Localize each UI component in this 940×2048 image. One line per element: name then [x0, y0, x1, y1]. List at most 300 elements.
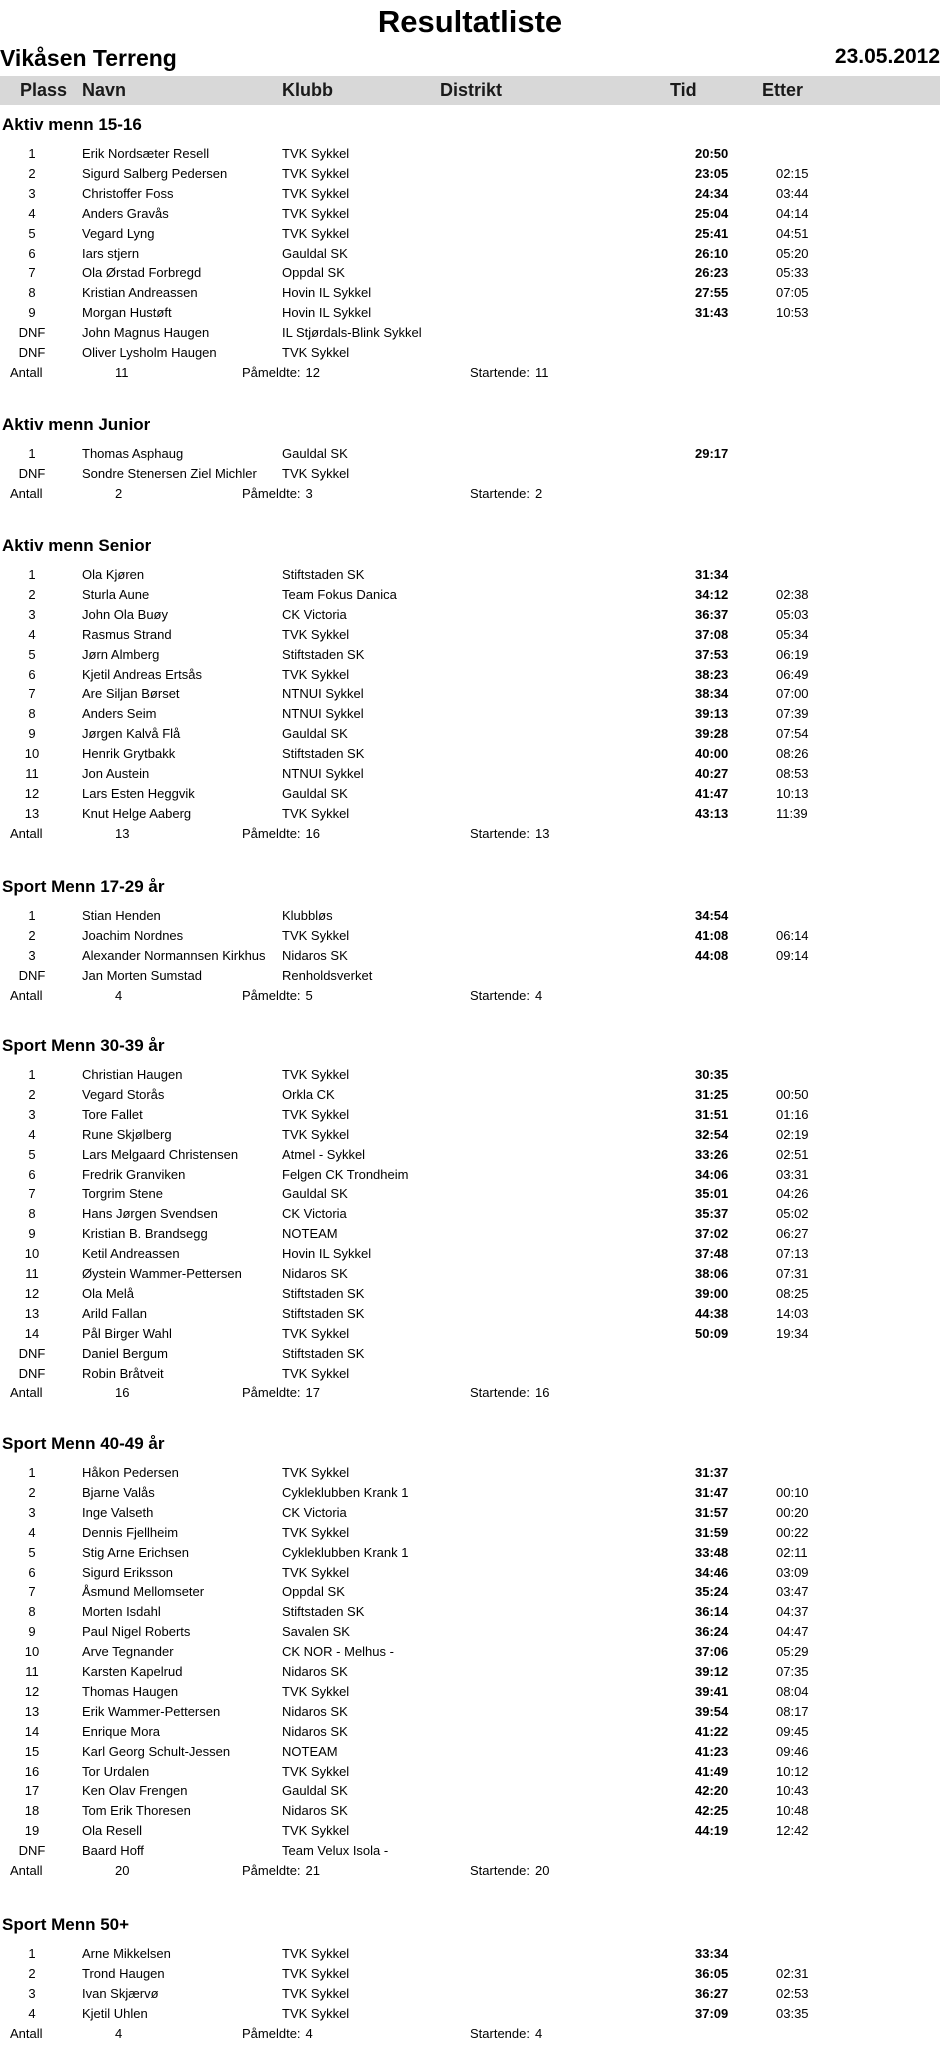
time-cell: 27:55 — [695, 285, 729, 301]
place-cell: 6 — [28, 1166, 36, 1182]
place-cell: 1 — [28, 146, 36, 161]
time-cell: 31:51 — [695, 1106, 729, 1122]
place-cell: 1 — [28, 446, 36, 461]
result-row — [0, 1266, 940, 1285]
summary-starting-value: 16 — [535, 1385, 550, 1401]
result-row — [0, 1946, 940, 1965]
section-title: Aktiv menn 15-16 — [2, 115, 142, 134]
name-cell: Karl Georg Schult-Jessen — [82, 1743, 231, 1759]
result-row — [0, 1783, 940, 1802]
club-cell: NTNUI Sykkel — [282, 686, 364, 702]
behind-cell: 05:02 — [776, 1206, 809, 1222]
club-cell: Gauldal SK — [282, 785, 348, 801]
name-cell: Lars Melgaard Christensen — [82, 1146, 239, 1162]
club-cell: Orkla CK — [282, 1086, 335, 1102]
page-title: Resultatliste — [377, 4, 563, 39]
result-row — [0, 746, 940, 765]
place-cell: 1 — [28, 1946, 36, 1961]
behind-cell: 10:12 — [776, 1763, 809, 1779]
time-cell: 42:20 — [695, 1783, 729, 1799]
summary-registered-value: 21 — [305, 1863, 321, 1878]
club-cell: Oppdal SK — [282, 265, 345, 281]
summary-count-value: 13 — [115, 825, 130, 841]
result-row — [0, 1704, 940, 1723]
time-cell: 36:37 — [695, 606, 729, 622]
result-row — [0, 607, 940, 626]
result-row — [0, 1326, 940, 1345]
time-cell: 36:05 — [695, 1965, 729, 1981]
name-cell: Lars Esten Heggvik — [82, 785, 195, 801]
behind-cell: 19:34 — [776, 1325, 809, 1341]
result-row — [0, 567, 940, 586]
place-cell: 13 — [24, 1703, 40, 1719]
time-cell: 40:27 — [695, 766, 729, 781]
name-cell: Trond Haugen — [82, 1965, 165, 1981]
club-cell: TVK Sykkel — [282, 1365, 350, 1381]
club-cell: CK Victoria — [282, 606, 347, 622]
time-cell: 32:54 — [695, 1126, 729, 1142]
club-cell: TVK Sykkel — [282, 1823, 350, 1839]
summary-starting — [470, 486, 542, 501]
club-cell: NOTEAM — [282, 1743, 338, 1759]
place-cell: 3 — [28, 1106, 36, 1122]
place-cell: 19 — [24, 1823, 40, 1839]
result-row — [0, 1505, 940, 1524]
summary-registered — [242, 1385, 320, 1400]
time-cell: 44:19 — [695, 1823, 729, 1839]
club-cell: TVK Sykkel — [282, 1465, 350, 1480]
name-cell: Kjetil Uhlen — [82, 2005, 148, 2021]
behind-cell: 09:14 — [776, 947, 809, 963]
summary-registered-label: Påmeldte: — [242, 364, 301, 380]
time-cell: 31:37 — [695, 1465, 729, 1480]
place-cell: 8 — [28, 1206, 36, 1222]
column-header-name: Navn — [82, 80, 127, 100]
section-summary — [0, 1863, 940, 1882]
club-cell: TVK Sykkel — [282, 465, 350, 481]
place-cell: 4 — [28, 205, 36, 221]
place-cell: 5 — [28, 225, 36, 241]
place-cell: 11 — [25, 766, 39, 781]
club-cell: Stiftstaden SK — [282, 1305, 365, 1321]
behind-cell: 10:48 — [776, 1803, 809, 1819]
summary-registered — [242, 1863, 320, 1878]
section-summary — [0, 988, 940, 1007]
result-row — [0, 246, 940, 265]
club-cell: TVK Sykkel — [282, 146, 350, 161]
club-cell: TVK Sykkel — [282, 626, 350, 642]
place-cell: 7 — [28, 1186, 36, 1202]
result-row — [0, 726, 940, 745]
time-cell: 37:08 — [695, 626, 729, 642]
result-row — [0, 1206, 940, 1225]
place-cell: 3 — [28, 1504, 36, 1520]
club-cell: Atmel - Sykkel — [282, 1146, 366, 1162]
place-cell: 4 — [28, 1126, 36, 1142]
behind-cell: 09:45 — [776, 1723, 809, 1739]
name-cell: Thomas Asphaug — [82, 446, 184, 461]
place-cell: DNF — [18, 345, 46, 360]
name-cell: Paul Nigel Roberts — [82, 1624, 191, 1640]
summary-starting-label: Startende: — [470, 485, 530, 501]
name-cell: Henrik Grytbakk — [82, 746, 176, 762]
result-row — [0, 325, 940, 344]
club-cell: TVK Sykkel — [282, 185, 350, 201]
summary-starting — [470, 826, 549, 841]
time-cell: 36:27 — [695, 1985, 729, 2001]
behind-cell: 05:03 — [776, 606, 809, 622]
club-cell: TVK Sykkel — [282, 1946, 350, 1961]
summary-registered-value: 12 — [305, 364, 321, 380]
club-cell: Nidaros SK — [282, 947, 348, 963]
time-cell: 39:00 — [695, 1285, 729, 1301]
result-row — [0, 226, 940, 245]
place-cell: 6 — [28, 666, 36, 682]
time-cell: 23:05 — [695, 165, 729, 181]
result-row — [0, 1644, 940, 1663]
result-row — [0, 1346, 940, 1365]
name-cell: Are Siljan Børset — [82, 686, 180, 702]
behind-cell: 00:22 — [776, 1524, 809, 1540]
time-cell: 43:13 — [695, 805, 729, 821]
result-row — [0, 1803, 940, 1822]
time-cell: 25:41 — [695, 225, 729, 241]
place-cell: 3 — [28, 1985, 36, 2001]
place-cell: 16 — [24, 1763, 40, 1779]
behind-cell: 04:14 — [776, 205, 809, 221]
behind-cell: 02:31 — [776, 1965, 809, 1981]
club-cell: TVK Sykkel — [282, 666, 350, 682]
result-row — [0, 1764, 940, 1783]
club-cell: Stiftstaden SK — [282, 567, 365, 582]
summary-count-label: Antall — [10, 2025, 43, 2041]
result-row — [0, 1465, 940, 1484]
summary-registered-label: Påmeldte: — [242, 2025, 301, 2041]
place-cell: 10 — [24, 1246, 40, 1262]
club-cell: NTNUI Sykkel — [282, 706, 364, 722]
summary-count-label: Antall — [10, 825, 43, 841]
club-cell: TVK Sykkel — [282, 1325, 350, 1341]
behind-cell: 03:35 — [776, 2005, 809, 2021]
result-row — [0, 285, 940, 304]
club-cell: NTNUI Sykkel — [282, 766, 364, 781]
summary-starting-label: Startende: — [470, 1863, 530, 1878]
name-cell: Vegard Storås — [82, 1086, 165, 1102]
behind-cell: 07:39 — [776, 706, 809, 722]
section-summary — [0, 1385, 940, 1404]
club-cell: IL Stjørdals-Blink Sykkel — [282, 325, 422, 341]
club-cell: TVK Sykkel — [282, 1763, 350, 1779]
summary-starting-value: 2 — [535, 485, 543, 501]
place-cell: 9 — [28, 1624, 36, 1640]
summary-starting-label: Startende: — [470, 364, 530, 380]
club-cell: Team Velux Isola - — [282, 1843, 389, 1859]
summary-count-label: Antall — [10, 485, 43, 501]
result-row — [0, 265, 940, 284]
time-cell: 39:28 — [695, 726, 729, 742]
time-cell: 33:34 — [695, 1946, 729, 1961]
time-cell: 44:08 — [695, 947, 729, 963]
club-cell: TVK Sykkel — [282, 205, 350, 221]
place-cell: 12 — [24, 785, 40, 801]
column-header-club: Klubb — [282, 80, 333, 100]
club-cell: Gauldal SK — [282, 446, 348, 461]
section-title: Sport Menn 50+ — [2, 1915, 130, 1934]
time-cell: 41:49 — [695, 1763, 729, 1779]
name-cell: Sturla Aune — [82, 586, 150, 602]
place-cell: 7 — [28, 265, 36, 281]
summary-count-label: Antall — [10, 364, 43, 380]
summary-registered-value: 4 — [305, 2025, 313, 2041]
club-cell: TVK Sykkel — [282, 345, 350, 360]
behind-cell: 03:31 — [776, 1166, 809, 1182]
behind-cell: 08:26 — [776, 746, 809, 762]
club-cell: Nidaros SK — [282, 1703, 348, 1719]
result-row — [0, 1966, 940, 1985]
section-title: Sport Menn 30-39 år — [2, 1036, 165, 1055]
behind-cell: 02:51 — [776, 1146, 809, 1162]
place-cell: 8 — [28, 706, 36, 722]
behind-cell: 10:13 — [776, 785, 809, 801]
section-summary — [0, 826, 940, 845]
club-cell: TVK Sykkel — [282, 1683, 350, 1699]
summary-count-label: Antall — [10, 1385, 43, 1401]
summary-registered-label: Påmeldte: — [242, 987, 301, 1003]
time-cell: 38:34 — [695, 686, 729, 702]
time-cell: 35:24 — [695, 1584, 729, 1600]
behind-cell: 00:20 — [776, 1504, 809, 1520]
summary-registered — [242, 486, 313, 501]
time-cell: 38:23 — [695, 666, 729, 682]
place-cell: DNF — [18, 1345, 46, 1361]
result-row — [0, 446, 940, 465]
name-cell: Baard Hoff — [82, 1843, 144, 1859]
name-cell: Sigurd Eriksson — [82, 1564, 174, 1580]
name-cell: Anders Seim — [82, 706, 157, 722]
name-cell: Jon Austein — [82, 766, 150, 781]
place-cell: 2 — [28, 165, 36, 181]
summary-starting-label: Startende: — [470, 2025, 530, 2041]
section-summary — [0, 365, 940, 384]
club-cell: Cykleklubben Krank 1 — [282, 1484, 409, 1500]
time-cell: 35:01 — [695, 1186, 729, 1202]
club-cell: TVK Sykkel — [282, 2005, 350, 2021]
result-row — [0, 1624, 940, 1643]
result-row — [0, 667, 940, 686]
place-cell: 1 — [28, 567, 36, 582]
name-cell: Tor Urdalen — [82, 1763, 150, 1779]
summary-starting-value: 4 — [535, 2025, 543, 2041]
time-cell: 34:54 — [695, 908, 729, 923]
result-row — [0, 1087, 940, 1106]
time-cell: 37:53 — [695, 646, 729, 662]
behind-cell: 07:00 — [776, 686, 809, 702]
club-cell: Hovin IL Sykkel — [282, 305, 372, 321]
club-cell: Stiftstaden SK — [282, 746, 365, 762]
time-cell: 20:50 — [695, 146, 729, 161]
name-cell: Christoffer Foss — [82, 185, 174, 201]
result-row — [0, 1167, 940, 1186]
result-row — [0, 1147, 940, 1166]
club-cell: TVK Sykkel — [282, 1564, 350, 1580]
result-row — [0, 466, 940, 485]
name-cell: Dennis Fjellheim — [82, 1524, 179, 1540]
name-cell: Jørgen Kalvå Flå — [82, 726, 181, 742]
club-cell: Klubbløs — [282, 908, 333, 923]
club-cell: Stiftstaden SK — [282, 1604, 365, 1620]
behind-cell: 04:47 — [776, 1624, 809, 1640]
result-row — [0, 1604, 940, 1623]
name-cell: Knut Helge Aaberg — [82, 805, 192, 821]
behind-cell: 07:31 — [776, 1266, 809, 1281]
name-cell: Pål Birger Wahl — [82, 1325, 172, 1341]
club-cell: Team Fokus Danica — [282, 586, 397, 602]
place-cell: 11 — [25, 1664, 39, 1679]
name-cell: Enrique Mora — [82, 1723, 161, 1739]
club-cell: Gauldal SK — [282, 1783, 348, 1799]
time-cell: 24:34 — [695, 185, 729, 201]
club-cell: TVK Sykkel — [282, 805, 350, 821]
result-row — [0, 1366, 940, 1385]
time-cell: 25:04 — [695, 205, 729, 221]
place-cell: 1 — [28, 1465, 36, 1480]
club-cell: Hovin IL Sykkel — [282, 285, 372, 301]
place-cell: 13 — [24, 1305, 40, 1321]
place-cell: 8 — [28, 1604, 36, 1620]
time-cell: 29:17 — [695, 446, 729, 461]
summary-starting-value: 13 — [535, 825, 550, 841]
name-cell: Tore Fallet — [82, 1106, 143, 1122]
place-cell: 9 — [28, 305, 36, 321]
name-cell: Torgrim Stene — [82, 1186, 163, 1202]
result-row — [0, 1545, 940, 1564]
summary-registered — [242, 988, 313, 1003]
name-cell: Ken Olav Frengen — [82, 1783, 188, 1799]
behind-cell: 14:03 — [776, 1305, 809, 1321]
summary-registered — [242, 826, 320, 841]
time-cell: 34:46 — [695, 1564, 729, 1580]
club-cell: Savalen SK — [282, 1624, 350, 1640]
result-row — [0, 305, 940, 324]
time-cell: 37:09 — [695, 2005, 729, 2021]
summary-registered-value: 16 — [305, 825, 321, 841]
summary-starting — [470, 988, 542, 1003]
behind-cell: 09:46 — [776, 1743, 809, 1759]
club-cell: TVK Sykkel — [282, 1524, 350, 1540]
behind-cell: 03:44 — [776, 185, 809, 201]
name-cell: Vegard Lyng — [82, 225, 155, 241]
place-cell: 12 — [24, 1285, 40, 1301]
name-cell: Ola Resell — [82, 1823, 142, 1839]
name-cell: Stian Henden — [82, 908, 161, 923]
summary-starting-value: 4 — [535, 987, 543, 1003]
summary-starting — [470, 1863, 549, 1878]
result-row — [0, 786, 940, 805]
behind-cell: 07:13 — [776, 1246, 809, 1262]
name-cell: Fredrik Granviken — [82, 1166, 186, 1182]
summary-starting-label: Startende: — [470, 987, 530, 1003]
club-cell: Nidaros SK — [282, 1664, 348, 1679]
name-cell: Thomas Haugen — [82, 1683, 179, 1699]
behind-cell: 06:14 — [776, 927, 809, 943]
result-row — [0, 1226, 940, 1245]
behind-cell: 02:38 — [776, 586, 809, 602]
result-row — [0, 1485, 940, 1504]
summary-starting-value: 20 — [535, 1863, 550, 1878]
behind-cell: 05:34 — [776, 626, 809, 642]
behind-cell: 01:16 — [776, 1106, 809, 1122]
summary-count-value: 16 — [115, 1385, 130, 1401]
place-cell: 15 — [24, 1743, 40, 1759]
time-cell: 31:43 — [695, 305, 729, 321]
club-cell: TVK Sykkel — [282, 927, 350, 943]
time-cell: 39:54 — [695, 1703, 729, 1719]
summary-count-label: Antall — [10, 987, 43, 1003]
name-cell: Anders Gravås — [82, 205, 169, 221]
club-cell: CK Victoria — [282, 1206, 347, 1222]
result-row — [0, 1127, 940, 1146]
result-row — [0, 345, 940, 364]
place-cell: 4 — [28, 626, 36, 642]
club-cell: Felgen CK Trondheim — [282, 1166, 409, 1182]
behind-cell: 08:25 — [776, 1285, 809, 1301]
place-cell: 14 — [24, 1325, 40, 1341]
name-cell: Arne Mikkelsen — [82, 1946, 171, 1961]
result-row — [0, 908, 940, 927]
place-cell: 7 — [28, 1584, 36, 1600]
club-cell: Gauldal SK — [282, 726, 348, 742]
time-cell: 33:26 — [695, 1146, 729, 1162]
behind-cell: 05:20 — [776, 245, 809, 261]
place-cell: DNF — [18, 325, 46, 341]
club-cell: Stiftstaden SK — [282, 1285, 365, 1301]
name-cell: Morgan Hustøft — [82, 305, 172, 321]
place-cell: DNF — [18, 1843, 46, 1859]
behind-cell: 04:26 — [776, 1186, 809, 1202]
result-row — [0, 1843, 940, 1862]
name-cell: Håkon Pedersen — [82, 1465, 179, 1480]
behind-cell: 06:49 — [776, 666, 809, 682]
column-header-bar — [0, 76, 940, 105]
name-cell: Christian Haugen — [82, 1067, 183, 1082]
name-cell: Joachim Nordnes — [82, 927, 184, 943]
summary-count-value: 4 — [115, 2025, 123, 2041]
name-cell: Karsten Kapelrud — [82, 1664, 183, 1679]
summary-count-value: 2 — [115, 485, 123, 501]
club-cell: Stiftstaden SK — [282, 646, 365, 662]
behind-cell: 08:17 — [776, 1703, 809, 1719]
place-cell: 5 — [28, 646, 36, 662]
place-cell: 5 — [28, 1146, 36, 1162]
name-cell: Arve Tegnander — [82, 1644, 174, 1660]
place-cell: 3 — [28, 606, 36, 622]
time-cell: 31:57 — [695, 1504, 729, 1520]
place-cell: 4 — [28, 1524, 36, 1540]
event-name: Vikåsen Terreng — [0, 45, 177, 71]
place-cell: 10 — [24, 746, 40, 762]
time-cell: 34:06 — [695, 1166, 729, 1182]
place-cell: 1 — [28, 1067, 36, 1082]
result-row — [0, 1246, 940, 1265]
behind-cell: 12:42 — [776, 1823, 809, 1839]
column-header-district: Distrikt — [440, 80, 503, 100]
name-cell: Jørn Almberg — [82, 646, 160, 662]
name-cell: Iars stjern — [82, 245, 140, 261]
club-cell: TVK Sykkel — [282, 1106, 350, 1122]
result-row — [0, 146, 940, 165]
summary-starting-value: 11 — [535, 364, 549, 380]
result-row — [0, 1744, 940, 1763]
